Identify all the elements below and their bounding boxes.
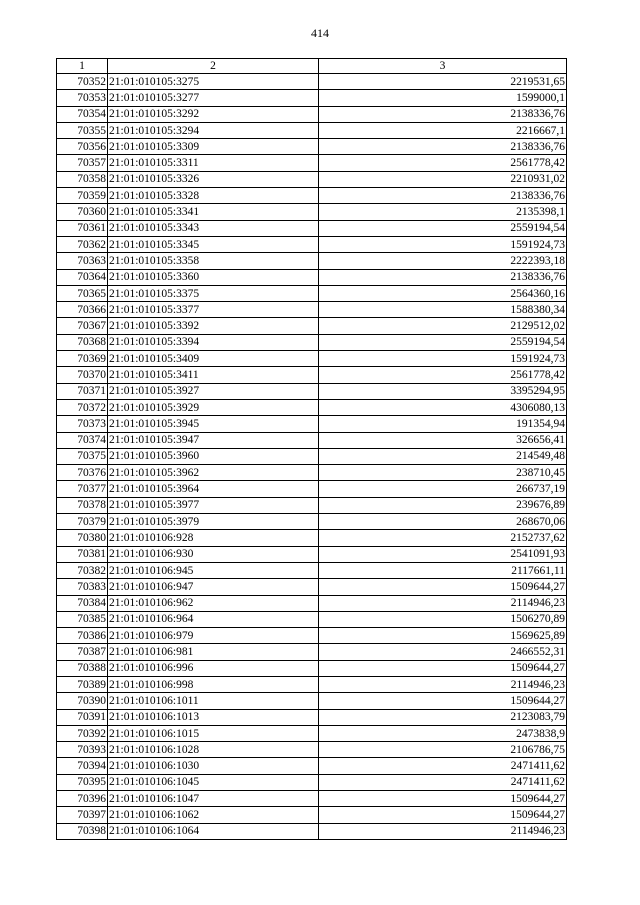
cadastral-number-cell: 21:01:010105:3326 <box>108 171 319 187</box>
value-cell: 2152737,62 <box>319 530 567 546</box>
column-header-number: 1 <box>57 59 108 74</box>
table-row <box>57 676 567 692</box>
column-header-cadastral-number: 2 <box>108 59 319 74</box>
table-row <box>57 285 567 301</box>
table-row <box>57 90 567 106</box>
value-cell: 2222393,18 <box>319 253 567 269</box>
table-body <box>57 74 567 840</box>
row-number-cell: 70397 <box>57 807 108 823</box>
row-number-cell: 70378 <box>57 497 108 513</box>
value-cell: 239676,89 <box>319 497 567 513</box>
value-cell: 1569625,89 <box>319 628 567 644</box>
cadastral-number-cell: 21:01:010105:3929 <box>108 399 319 415</box>
value-cell: 238710,45 <box>319 465 567 481</box>
value-cell: 214549,48 <box>319 448 567 464</box>
table-row <box>57 74 567 90</box>
table-row <box>57 514 567 530</box>
table-row <box>57 465 567 481</box>
row-number-cell: 70367 <box>57 318 108 334</box>
value-cell: 2138336,76 <box>319 188 567 204</box>
value-cell: 191354,94 <box>319 416 567 432</box>
cadastral-number-cell: 21:01:010106:981 <box>108 644 319 660</box>
cadastral-number-cell: 21:01:010105:3341 <box>108 204 319 220</box>
row-number-cell: 70384 <box>57 595 108 611</box>
table-row <box>57 546 567 562</box>
cadastral-number-cell: 21:01:010105:3392 <box>108 318 319 334</box>
value-cell: 2129512,02 <box>319 318 567 334</box>
table-row <box>57 448 567 464</box>
row-number-cell: 70373 <box>57 416 108 432</box>
table-row <box>57 823 567 839</box>
row-number-cell: 70383 <box>57 579 108 595</box>
table-row <box>57 122 567 138</box>
row-number-cell: 70372 <box>57 399 108 415</box>
value-cell: 1509644,27 <box>319 660 567 676</box>
row-number-cell: 70352 <box>57 74 108 90</box>
cadastral-number-cell: 21:01:010105:3409 <box>108 351 319 367</box>
cadastral-number-cell: 21:01:010105:3311 <box>108 155 319 171</box>
row-number-cell: 70353 <box>57 90 108 106</box>
cadastral-number-cell: 21:01:010105:3358 <box>108 253 319 269</box>
cadastral-number-cell: 21:01:010105:3964 <box>108 481 319 497</box>
table-row <box>57 628 567 644</box>
value-cell: 1509644,27 <box>319 693 567 709</box>
table-row <box>57 367 567 383</box>
cadastral-number-cell: 21:01:010106:998 <box>108 676 319 692</box>
table-row <box>57 204 567 220</box>
value-cell: 1509644,27 <box>319 579 567 595</box>
row-number-cell: 70396 <box>57 791 108 807</box>
cadastral-number-cell: 21:01:010105:3947 <box>108 432 319 448</box>
cadastral-number-cell: 21:01:010106:1030 <box>108 758 319 774</box>
row-number-cell: 70363 <box>57 253 108 269</box>
value-cell: 2471411,62 <box>319 774 567 790</box>
table-row <box>57 399 567 415</box>
table-row <box>57 416 567 432</box>
value-cell: 2210931,02 <box>319 171 567 187</box>
row-number-cell: 70355 <box>57 122 108 138</box>
value-cell: 1509644,27 <box>319 807 567 823</box>
cadastral-number-cell: 21:01:010106:947 <box>108 579 319 595</box>
cadastral-number-cell: 21:01:010105:3411 <box>108 367 319 383</box>
row-number-cell: 70398 <box>57 823 108 839</box>
cadastral-number-cell: 21:01:010105:3960 <box>108 448 319 464</box>
table-row <box>57 644 567 660</box>
row-number-cell: 70364 <box>57 269 108 285</box>
table-row <box>57 139 567 155</box>
table-header <box>57 59 567 74</box>
table-row <box>57 530 567 546</box>
cadastral-number-cell: 21:01:010105:3945 <box>108 416 319 432</box>
cadastral-number-cell: 21:01:010105:3294 <box>108 122 319 138</box>
row-number-cell: 70375 <box>57 448 108 464</box>
value-cell: 1599000,1 <box>319 90 567 106</box>
table-row <box>57 742 567 758</box>
cadastral-number-cell: 21:01:010106:928 <box>108 530 319 546</box>
table-row <box>57 318 567 334</box>
value-cell: 2135398,1 <box>319 204 567 220</box>
table-row <box>57 334 567 350</box>
value-cell: 2117661,11 <box>319 562 567 578</box>
value-cell: 2216667,1 <box>319 122 567 138</box>
table-row <box>57 253 567 269</box>
row-number-cell: 70392 <box>57 725 108 741</box>
table-row <box>57 758 567 774</box>
value-cell: 268670,06 <box>319 514 567 530</box>
table-row <box>57 693 567 709</box>
table-row <box>57 562 567 578</box>
row-number-cell: 70365 <box>57 285 108 301</box>
value-cell: 4306080,13 <box>319 399 567 415</box>
row-number-cell: 70382 <box>57 562 108 578</box>
table-row <box>57 269 567 285</box>
row-number-cell: 70381 <box>57 546 108 562</box>
row-number-cell: 70356 <box>57 139 108 155</box>
table-row <box>57 171 567 187</box>
cadastral-number-cell: 21:01:010106:964 <box>108 611 319 627</box>
cadastral-number-cell: 21:01:010105:3375 <box>108 285 319 301</box>
cadastral-number-cell: 21:01:010106:962 <box>108 595 319 611</box>
value-cell: 1591924,73 <box>319 236 567 252</box>
row-number-cell: 70377 <box>57 481 108 497</box>
row-number-cell: 70370 <box>57 367 108 383</box>
table-row <box>57 725 567 741</box>
cadastral-number-cell: 21:01:010106:1011 <box>108 693 319 709</box>
table-row <box>57 236 567 252</box>
row-number-cell: 70376 <box>57 465 108 481</box>
value-cell: 2138336,76 <box>319 106 567 122</box>
value-cell: 1591924,73 <box>319 351 567 367</box>
table-row <box>57 807 567 823</box>
value-cell: 2219531,65 <box>319 74 567 90</box>
table-row <box>57 351 567 367</box>
row-number-cell: 70387 <box>57 644 108 660</box>
value-cell: 2138336,76 <box>319 139 567 155</box>
row-number-cell: 70366 <box>57 302 108 318</box>
cadastral-number-cell: 21:01:010105:3927 <box>108 383 319 399</box>
value-cell: 2541091,93 <box>319 546 567 562</box>
row-number-cell: 70362 <box>57 236 108 252</box>
row-number-cell: 70368 <box>57 334 108 350</box>
value-cell: 1509644,27 <box>319 791 567 807</box>
cadastral-number-cell: 21:01:010106:996 <box>108 660 319 676</box>
table-row <box>57 188 567 204</box>
header-row <box>57 59 567 74</box>
table-row <box>57 660 567 676</box>
cadastral-number-cell: 21:01:010106:945 <box>108 562 319 578</box>
cadastral-number-cell: 21:01:010106:1047 <box>108 791 319 807</box>
row-number-cell: 70390 <box>57 693 108 709</box>
row-number-cell: 70394 <box>57 758 108 774</box>
value-cell: 2106786,75 <box>319 742 567 758</box>
row-number-cell: 70374 <box>57 432 108 448</box>
cadastral-number-cell: 21:01:010105:3275 <box>108 74 319 90</box>
cadastral-number-cell: 21:01:010106:1013 <box>108 709 319 725</box>
table-row <box>57 432 567 448</box>
cadastral-number-cell: 21:01:010106:1064 <box>108 823 319 839</box>
row-number-cell: 70369 <box>57 351 108 367</box>
cadastral-number-cell: 21:01:010105:3345 <box>108 236 319 252</box>
cadastral-number-cell: 21:01:010106:930 <box>108 546 319 562</box>
value-cell: 2559194,54 <box>319 334 567 350</box>
cadastral-number-cell: 21:01:010105:3394 <box>108 334 319 350</box>
value-cell: 2564360,16 <box>319 285 567 301</box>
value-cell: 2471411,62 <box>319 758 567 774</box>
row-number-cell: 70354 <box>57 106 108 122</box>
row-number-cell: 70395 <box>57 774 108 790</box>
table-row <box>57 106 567 122</box>
row-number-cell: 70380 <box>57 530 108 546</box>
row-number-cell: 70371 <box>57 383 108 399</box>
table-row <box>57 302 567 318</box>
column-header-value: 3 <box>319 59 567 74</box>
value-cell: 2559194,54 <box>319 220 567 236</box>
row-number-cell: 70385 <box>57 611 108 627</box>
value-cell: 2114946,23 <box>319 595 567 611</box>
value-cell: 3395294,95 <box>319 383 567 399</box>
cadastral-number-cell: 21:01:010105:3343 <box>108 220 319 236</box>
row-number-cell: 70357 <box>57 155 108 171</box>
table-row <box>57 481 567 497</box>
row-number-cell: 70386 <box>57 628 108 644</box>
cadastral-number-cell: 21:01:010105:3377 <box>108 302 319 318</box>
cadastral-number-cell: 21:01:010105:3962 <box>108 465 319 481</box>
table-row <box>57 791 567 807</box>
cadastral-number-cell: 21:01:010105:3977 <box>108 497 319 513</box>
table-row <box>57 595 567 611</box>
cadastral-value-table <box>56 58 567 840</box>
row-number-cell: 70360 <box>57 204 108 220</box>
value-cell: 2466552,31 <box>319 644 567 660</box>
table-row <box>57 709 567 725</box>
cadastral-number-cell: 21:01:010105:3277 <box>108 90 319 106</box>
cadastral-number-cell: 21:01:010105:3292 <box>108 106 319 122</box>
cadastral-number-cell: 21:01:010106:1028 <box>108 742 319 758</box>
row-number-cell: 70391 <box>57 709 108 725</box>
cadastral-number-cell: 21:01:010105:3309 <box>108 139 319 155</box>
cadastral-number-cell: 21:01:010106:1015 <box>108 725 319 741</box>
row-number-cell: 70393 <box>57 742 108 758</box>
value-cell: 2473838,9 <box>319 725 567 741</box>
value-cell: 2123083,79 <box>319 709 567 725</box>
cadastral-number-cell: 21:01:010106:979 <box>108 628 319 644</box>
value-cell: 266737,19 <box>319 481 567 497</box>
row-number-cell: 70358 <box>57 171 108 187</box>
value-cell: 1588380,34 <box>319 302 567 318</box>
cadastral-number-cell: 21:01:010105:3360 <box>108 269 319 285</box>
row-number-cell: 70361 <box>57 220 108 236</box>
value-cell: 2114946,23 <box>319 676 567 692</box>
value-cell: 2114946,23 <box>319 823 567 839</box>
table-row <box>57 497 567 513</box>
value-cell: 2561778,42 <box>319 155 567 171</box>
cadastral-number-cell: 21:01:010106:1045 <box>108 774 319 790</box>
table-row <box>57 155 567 171</box>
cadastral-number-cell: 21:01:010105:3328 <box>108 188 319 204</box>
value-cell: 2561778,42 <box>319 367 567 383</box>
value-cell: 1506270,89 <box>319 611 567 627</box>
row-number-cell: 70389 <box>57 676 108 692</box>
row-number-cell: 70379 <box>57 514 108 530</box>
table-row <box>57 383 567 399</box>
page-number: 414 <box>311 26 329 40</box>
row-number-cell: 70359 <box>57 188 108 204</box>
table-row <box>57 774 567 790</box>
table-row <box>57 579 567 595</box>
value-cell: 2138336,76 <box>319 269 567 285</box>
table-row <box>57 611 567 627</box>
table-row <box>57 220 567 236</box>
row-number-cell: 70388 <box>57 660 108 676</box>
cadastral-number-cell: 21:01:010105:3979 <box>108 514 319 530</box>
value-cell: 326656,41 <box>319 432 567 448</box>
cadastral-number-cell: 21:01:010106:1062 <box>108 807 319 823</box>
